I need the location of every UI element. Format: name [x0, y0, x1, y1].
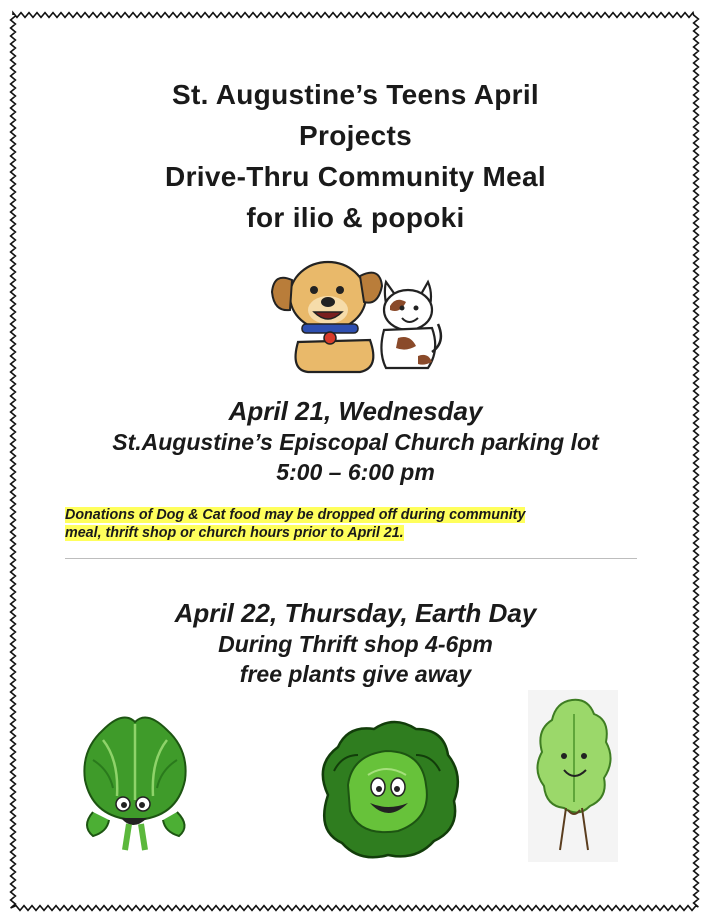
event-april-21 [40, 395, 671, 487]
leaf-clipart [528, 690, 618, 862]
event2-date: April 22, Thursday, Earth Day [174, 598, 537, 628]
spinach-clipart [73, 700, 198, 860]
event1-place: St.Augustine’s Episcopal Church parking lot [112, 429, 599, 455]
title-line-4: for ilio & popoki [246, 202, 465, 233]
cat-icon [381, 282, 440, 368]
divider [65, 558, 637, 559]
event-april-22 [40, 597, 671, 689]
event1-date: April 21, Wednesday [228, 396, 483, 426]
donation-note-line-2: meal, thrift shop or church hours prior to April 21. [65, 524, 404, 541]
flyer-title [60, 74, 651, 238]
donation-note [65, 507, 645, 542]
event1-time: 5:00 – 6:00 pm [276, 459, 435, 485]
event2-when: During Thrift shop 4-6pm [218, 631, 493, 657]
donation-note-line-1: Donations of Dog & Cat food may be dropped off during community [65, 507, 526, 523]
dog-cat-clipart [268, 252, 444, 374]
dog-icon [272, 262, 382, 372]
lettuce-clipart [308, 715, 466, 865]
title-line-3: Drive-Thru Community Meal [165, 161, 546, 192]
title-line-1: St. Augustine’s Teens April [172, 79, 539, 110]
event2-what: free plants give away [239, 661, 472, 687]
title-line-2: Projects [299, 120, 412, 151]
